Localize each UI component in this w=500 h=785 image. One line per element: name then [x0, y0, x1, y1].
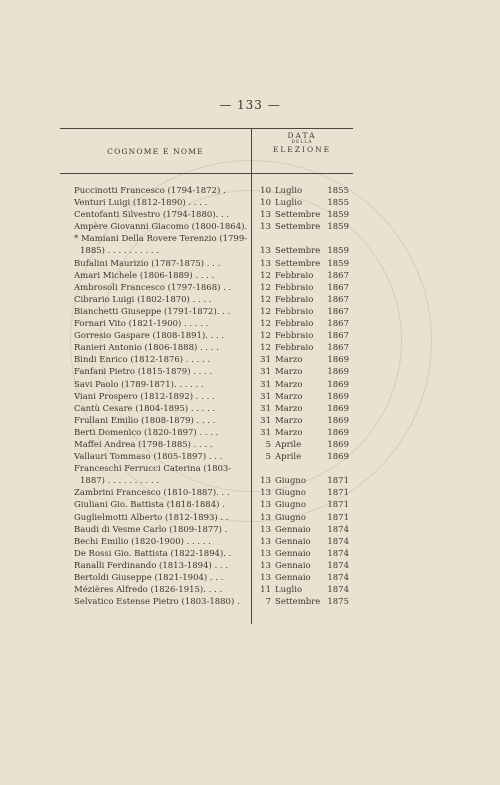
election-day: 31: [260, 391, 271, 402]
election-month: Settembre: [275, 258, 321, 269]
member-name: Ranieri Antonio (1806-1888) . . . .: [74, 343, 219, 354]
election-day: 13: [260, 573, 271, 583]
election-day: 13: [260, 476, 271, 487]
election-year: 1869: [327, 367, 349, 378]
election-month: Marzo: [275, 379, 303, 390]
election-day: 11: [260, 585, 271, 596]
election-year: 1875: [327, 597, 349, 608]
table-row: [60, 524, 353, 536]
member-name: * Mamiani Della Rovere Terenzio (1799-: [74, 234, 248, 245]
table-row: [60, 379, 353, 391]
table-row: [60, 209, 353, 221]
table-row: [60, 233, 353, 245]
election-day: 31: [260, 355, 271, 366]
election-day: 13: [260, 258, 271, 269]
date-header-mid: DELLA: [291, 140, 313, 145]
election-day: 13: [260, 560, 271, 571]
election-month: Febbraio: [275, 282, 314, 293]
election-year: 1855: [327, 198, 349, 209]
election-day: 31: [260, 403, 271, 414]
election-year: 1867: [327, 306, 349, 317]
table-row: [60, 560, 353, 572]
table-row: [60, 282, 353, 294]
member-name: Bianchetti Giuseppe (1791-1872). . .: [74, 306, 231, 317]
member-name: Fanfani Pietro (1815-1879) . . . .: [74, 367, 213, 378]
election-day: 13: [260, 536, 271, 547]
election-month: Giugno: [275, 476, 307, 487]
election-year: 1869: [327, 391, 349, 402]
member-name: Cantù Cesare (1804-1895) . . . . .: [74, 403, 216, 414]
table-row: [60, 584, 353, 596]
election-month: Luglio: [275, 186, 303, 196]
election-year: 1874: [327, 524, 349, 535]
election-year: 1869: [327, 403, 349, 414]
member-name: Ambrosoli Francesco (1797-1868) . .: [74, 282, 232, 293]
election-year: 1855: [327, 186, 349, 196]
page-number: — 133 —: [219, 98, 281, 112]
election-month: Marzo: [275, 403, 303, 414]
election-month: Giugno: [275, 512, 307, 523]
election-year: 1867: [327, 294, 349, 305]
member-name: Giuliani Gio. Battista (1818-1884) .: [74, 500, 225, 511]
table-row: [60, 270, 353, 282]
member-name: Zambrini Francesco (1810-1887). . .: [74, 488, 230, 499]
election-year: 1874: [327, 573, 349, 583]
table-row: [60, 596, 353, 608]
member-name: Bechi Emilio (1820-1900) . . . . .: [74, 536, 211, 547]
date-header-bottom: ELEZIONE: [272, 145, 332, 154]
member-name: Savi Paolo (1789-1871). . . . . .: [74, 379, 204, 390]
date-column-header: [251, 132, 353, 154]
election-year: 1869: [327, 379, 349, 390]
election-year: 1867: [327, 270, 349, 281]
table-row: [60, 451, 353, 463]
election-day: 5: [265, 439, 271, 450]
name-column-header: COGNOME E NOME: [107, 147, 204, 156]
election-year: 1859: [327, 222, 349, 233]
election-month: Settembre: [275, 210, 321, 221]
table-row: [60, 245, 353, 257]
election-year: 1859: [327, 246, 349, 257]
election-month: Gennaio: [275, 560, 311, 571]
member-name: Baudi di Vesme Carlo (1809-1877) .: [74, 524, 228, 535]
member-name: Centofanti Silvestro (1794-1880). . .: [74, 210, 230, 221]
election-day: 12: [260, 343, 271, 354]
election-month: Gennaio: [275, 548, 311, 559]
table-row: [60, 354, 353, 366]
election-day: 12: [260, 270, 271, 281]
election-month: Febbraio: [275, 294, 314, 305]
member-name: Amari Michele (1806-1889) . . . .: [74, 270, 215, 281]
election-day: 13: [260, 222, 271, 233]
table-row: [60, 427, 353, 439]
election-year: 1874: [327, 548, 349, 559]
member-name: De Rossi Gio. Battista (1822-1894). .: [74, 548, 232, 559]
table-row: [60, 342, 353, 354]
election-day: 31: [260, 367, 271, 378]
election-year: 1867: [327, 282, 349, 293]
election-month: Gennaio: [275, 573, 311, 583]
member-name: Bindi Enrico (1812-1876) . . . . .: [74, 355, 211, 366]
election-year: 1869: [327, 355, 349, 366]
election-year: 1871: [327, 512, 349, 523]
election-month: Luglio: [275, 198, 303, 209]
election-day: 13: [260, 512, 271, 523]
election-day: 10: [260, 186, 271, 196]
election-year: 1871: [327, 500, 349, 511]
election-month: Gennaio: [275, 524, 311, 535]
member-name: Frullani Emilio (1808-1879) . . . .: [74, 415, 216, 426]
election-year: 1867: [327, 331, 349, 342]
election-day: 12: [260, 282, 271, 293]
member-name: Franceschi Ferrucci Caterina (1803-: [74, 464, 232, 475]
election-year: 1874: [327, 585, 349, 596]
election-day: 12: [260, 331, 271, 342]
member-name: Mézières Alfredo (1826-1915). . . .: [74, 585, 223, 596]
table-row: [60, 318, 353, 330]
table-row: [60, 487, 353, 499]
table-row: [60, 403, 353, 415]
election-day: 13: [260, 488, 271, 499]
election-day: 13: [260, 548, 271, 559]
table-row: [60, 306, 353, 318]
election-month: Settembre: [275, 246, 321, 257]
member-name: Ranalli Ferdinando (1813-1894) . . .: [74, 560, 229, 571]
election-month: Marzo: [275, 367, 303, 378]
election-year: 1867: [327, 343, 349, 354]
member-name: Bertoldi Giuseppe (1821-1904) . . .: [74, 573, 224, 583]
election-month: Settembre: [275, 597, 321, 608]
election-year: 1859: [327, 210, 349, 221]
election-month: Febbraio: [275, 270, 314, 281]
member-name: Ampère Giovanni Giacomo (1800-1864).: [74, 222, 248, 233]
election-year: 1874: [327, 536, 349, 547]
table-row: [60, 294, 353, 306]
table-row: [60, 221, 353, 233]
member-name: Gorresio Gaspare (1808-1891). . . .: [74, 331, 225, 342]
table-row: [60, 330, 353, 342]
election-day: 12: [260, 306, 271, 317]
election-year: 1869: [327, 427, 349, 438]
election-day: 5: [265, 452, 271, 463]
member-name: Venturi Luigi (1812-1890) . . . .: [74, 198, 208, 209]
election-month: Marzo: [275, 391, 303, 402]
election-day: 31: [260, 427, 271, 438]
table-row: [60, 439, 353, 451]
election-month: Aprile: [275, 452, 302, 463]
election-month: Aprile: [275, 439, 302, 450]
table-row: [60, 475, 353, 487]
table-row: [60, 258, 353, 270]
election-month: Settembre: [275, 222, 321, 233]
member-name: 1887) . . . . . . . . . .: [80, 476, 159, 487]
table-body: [60, 185, 353, 608]
member-name: Viani Prospero (1812-1892) . . . .: [74, 391, 215, 402]
election-day: 12: [260, 294, 271, 305]
election-day: 13: [260, 500, 271, 511]
table-row: [60, 512, 353, 524]
table-row: [60, 366, 353, 378]
election-month: Giugno: [275, 500, 307, 511]
election-year: 1869: [327, 439, 349, 450]
member-name: Fornari Vito (1821-1900) . . . . .: [74, 319, 209, 330]
election-year: 1874: [327, 560, 349, 571]
member-name: Selvatico Estense Pietro (1803-1880) .: [74, 597, 240, 608]
members-table: [60, 128, 353, 619]
election-month: Gennaio: [275, 536, 311, 547]
date-header-top: DATA: [287, 131, 317, 140]
election-day: 12: [260, 319, 271, 330]
table-row: [60, 548, 353, 560]
election-year: 1867: [327, 319, 349, 330]
election-month: Giugno: [275, 488, 307, 499]
election-day: 10: [260, 198, 271, 209]
table-row: [60, 197, 353, 209]
election-day: 31: [260, 379, 271, 390]
member-name: Cibrario Luigi (1802-1870) . . . .: [74, 294, 212, 305]
table-row: [60, 415, 353, 427]
member-name: Berti Domenico (1820-1897) . . . .: [74, 427, 219, 438]
election-year: 1871: [327, 488, 349, 499]
election-year: 1871: [327, 476, 349, 487]
member-name: Bufalini Maurizio (1787-1875) . . .: [74, 258, 221, 269]
election-month: Marzo: [275, 415, 303, 426]
election-year: 1869: [327, 415, 349, 426]
election-month: Marzo: [275, 355, 303, 366]
member-name: Maffei Andrea (1798-1885) . . . .: [74, 439, 213, 450]
election-month: Marzo: [275, 427, 303, 438]
election-day: 7: [265, 597, 271, 608]
election-month: Febbraio: [275, 343, 314, 354]
election-day: 13: [260, 246, 271, 257]
table-row: [60, 499, 353, 511]
member-name: 1885) . . . . . . . . . .: [80, 246, 159, 257]
election-month: Febbraio: [275, 331, 314, 342]
election-year: 1859: [327, 258, 349, 269]
table-row: [60, 185, 353, 197]
election-day: 13: [260, 524, 271, 535]
table-header: [60, 129, 353, 174]
member-name: Guglielmotti Alberto (1812-1893) . .: [74, 512, 229, 523]
election-year: 1869: [327, 452, 349, 463]
member-name: Vallauri Tommaso (1805-1897) . . .: [74, 452, 223, 463]
election-day: 31: [260, 415, 271, 426]
table-row: [60, 463, 353, 475]
member-name: Puccinotti Francesco (1794-1872) .: [74, 186, 226, 196]
election-month: Luglio: [275, 585, 303, 596]
table-row: [60, 536, 353, 548]
election-day: 13: [260, 210, 271, 221]
table-row: [60, 391, 353, 403]
election-month: Febbraio: [275, 306, 314, 317]
election-month: Febbraio: [275, 319, 314, 330]
table-row: [60, 572, 353, 584]
